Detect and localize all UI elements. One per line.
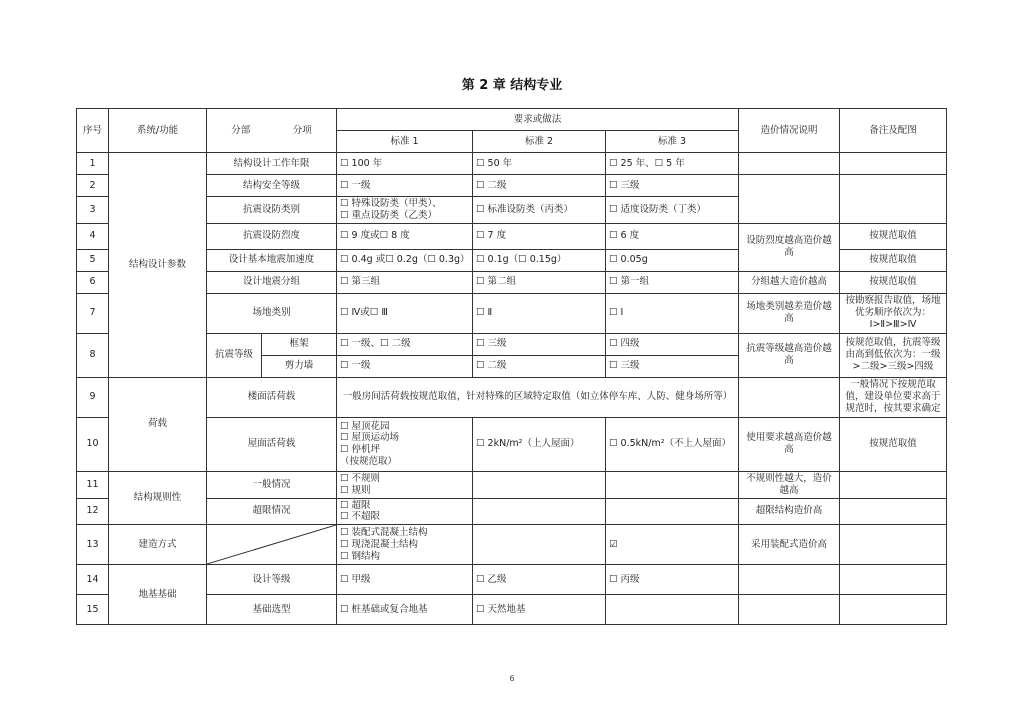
option-std2: [473, 498, 606, 525]
header-remarks: 备注及配图: [840, 109, 947, 153]
item-label: 抗震等级: [207, 333, 262, 377]
cost-note: 采用装配式造价高: [739, 525, 840, 565]
header-system: 系统/功能: [109, 109, 207, 153]
table-row: [77, 271, 947, 293]
option-std3: ☐ 丙级: [606, 565, 739, 595]
page-title: 第 2 章 结构专业: [461, 78, 563, 93]
option-std3: ☐ 第一组: [606, 271, 739, 293]
option-std2: ☐ 二级: [473, 355, 606, 377]
row-number: 2: [77, 175, 109, 197]
remark: 按规范取值: [840, 271, 947, 293]
table-row: [77, 293, 947, 333]
table-row: [77, 417, 947, 471]
option-std3: [606, 498, 739, 525]
checkbox-option: ☐ 装配式混凝土结构: [340, 526, 428, 538]
remark: 按规范取值: [840, 249, 947, 271]
checkbox-option: ☐ 屋顶运动场: [340, 432, 400, 444]
option-std2: ☐ 7 度: [473, 223, 606, 249]
option-std2: ☐ 三级: [473, 333, 606, 355]
table-row: [77, 595, 947, 625]
row-number: 5: [77, 249, 109, 271]
group-loads: 荷载: [109, 377, 207, 471]
option-std3: ☐ 0.05g: [606, 249, 739, 271]
remark: [840, 153, 947, 175]
remark: [840, 525, 947, 565]
cost-note: [739, 175, 840, 224]
header-requirements: 要求或做法: [337, 109, 739, 131]
remark: [840, 175, 947, 224]
option-std3: ☐ 适度设防类（丁类）: [606, 197, 739, 224]
remark: [840, 498, 947, 525]
option-std2: [473, 525, 606, 565]
option-std1: ☐ 甲级: [337, 565, 473, 595]
option-std3: [606, 471, 739, 498]
cost-note: [739, 595, 840, 625]
table-row: [77, 153, 947, 175]
row-number: 15: [77, 595, 109, 625]
remark: 按勘察报告取值，场地优劣顺序依次为：Ⅰ>Ⅱ>Ⅲ>Ⅳ: [840, 293, 947, 333]
header-cost: 造价情况说明: [739, 109, 840, 153]
cost-note: 分组越大造价越高: [739, 271, 840, 293]
option-std3: ☐ 6 度: [606, 223, 739, 249]
option-std2: ☐ 乙级: [473, 565, 606, 595]
option-note: （按规范取）: [340, 456, 398, 468]
remark: 按规范取值: [840, 417, 947, 471]
option-std2: ☐ 2kN/m²（上人屋面）: [473, 417, 606, 471]
option-std3-checked: ☑: [606, 525, 739, 565]
option-std1: ☐ 一级、☐ 二级: [337, 333, 473, 355]
option-std2: ☐ Ⅱ: [473, 293, 606, 333]
item-label: 一般情况: [207, 471, 337, 498]
group-regularity: 结构规则性: [109, 471, 207, 525]
row-number: 6: [77, 271, 109, 293]
header-seq: 序号: [77, 109, 109, 153]
option-std1: [337, 197, 473, 224]
item-label: 设计等级: [207, 565, 337, 595]
diagonal-line: [207, 525, 336, 564]
checkbox-option: ☐ 超限: [340, 499, 371, 511]
item-label: 楼面活荷载: [207, 377, 337, 417]
checkbox-option: ☐ 规则: [340, 484, 371, 496]
item-label: 结构安全等级: [207, 175, 337, 197]
checkbox-option: ☐ 不规则: [340, 472, 381, 484]
item-label: 基础选型: [207, 595, 337, 625]
remark: [840, 565, 947, 595]
table-row: [77, 377, 947, 417]
remark: 按规范取值: [840, 223, 947, 249]
remark: [840, 471, 947, 498]
option-std1: [337, 525, 473, 565]
item-label: 设计基本地震加速度: [207, 249, 337, 271]
item-label: 抗震设防烈度: [207, 223, 337, 249]
row-number: 10: [77, 417, 109, 471]
row-number: 11: [77, 471, 109, 498]
table-row: [77, 525, 947, 565]
header-item: 分项: [292, 124, 312, 136]
table-row: [77, 565, 947, 595]
cost-note: [739, 377, 840, 417]
sub-item-frame: 框架: [262, 333, 337, 355]
row-number: 7: [77, 293, 109, 333]
option-std1: [337, 471, 473, 498]
header-part: 分部: [231, 124, 251, 136]
option-std2: ☐ 50 年: [473, 153, 606, 175]
option-std3: ☐ Ⅰ: [606, 293, 739, 333]
item-label: 屋面活荷载: [207, 417, 337, 471]
checkbox-option: ☐ 不超限: [340, 511, 381, 523]
item-label: 场地类别: [207, 293, 337, 333]
option-std1: ☐ 9 度或☐ 8 度: [337, 223, 473, 249]
item-label: 结构设计工作年限: [207, 153, 337, 175]
option-std1: ☐ 一级: [337, 175, 473, 197]
checkbox-option: ☐ 现浇混凝土结构: [340, 538, 419, 550]
table-row: [77, 498, 947, 525]
group-construction: 建造方式: [109, 525, 207, 565]
remark: [840, 595, 947, 625]
option-std2: [473, 471, 606, 498]
cost-note: 超限结构造价高: [739, 498, 840, 525]
option-std1: ☐ 0.4g 或☐ 0.2g（☐ 0.3g）: [337, 249, 473, 271]
remark: 按规范取值，抗震等级由高到低依次为：一级>二级>三级>四级: [840, 333, 947, 377]
table-row: [77, 175, 947, 197]
sub-item-shear-wall: 剪力墙: [262, 355, 337, 377]
row-number: 12: [77, 498, 109, 525]
option-std3: ☐ 三级: [606, 355, 739, 377]
item-label: 抗震设防类别: [207, 197, 337, 224]
header-part-item: [207, 109, 337, 153]
checkbox-option: ☐ 停机坪: [340, 444, 381, 456]
checkbox-option: ☐ 特殊设防类（甲类）、: [340, 198, 442, 209]
row-number: 9: [77, 377, 109, 417]
checkbox-option: ☐ 重点设防类（乙类）: [340, 209, 438, 221]
table-row: [77, 333, 947, 355]
option-std2: ☐ 二级: [473, 175, 606, 197]
item-label: 设计地震分组: [207, 271, 337, 293]
option-std3: ☐ 0.5kN/m²（不上人屋面）: [606, 417, 739, 471]
row-number: 8: [77, 333, 109, 377]
group-foundation: 地基基础: [109, 565, 207, 625]
cost-note: 抗震等级越高造价越高: [739, 333, 840, 377]
cost-note: 不规则性越大，造价越高: [739, 471, 840, 498]
option-std3: ☐ 25 年、☐ 5 年: [606, 153, 739, 175]
row-number: 14: [77, 565, 109, 595]
option-std1: ☐ 第三组: [337, 271, 473, 293]
option-std2: ☐ 第二组: [473, 271, 606, 293]
option-std2: ☐ 天然地基: [473, 595, 606, 625]
option-std3: ☐ 四级: [606, 333, 739, 355]
option-std1: ☐ 100 年: [337, 153, 473, 175]
page-number: 6: [509, 674, 515, 683]
row-number: 1: [77, 153, 109, 175]
remark: 一般情况下按规范取值，建设单位要求高于规范时，按其要求确定: [840, 377, 947, 417]
option-std1: ☐ 一级: [337, 355, 473, 377]
option-std1: [337, 498, 473, 525]
cost-note: [739, 565, 840, 595]
row-number: 13: [77, 525, 109, 565]
cost-note: [739, 153, 840, 175]
table-row: [77, 223, 947, 249]
table-row: [77, 471, 947, 498]
checkbox-option: ☐ 钢结构: [340, 550, 381, 562]
option-std1: [337, 417, 473, 471]
option-std1: ☐ 桩基础或复合地基: [337, 595, 473, 625]
cost-note: 设防烈度越高造价越高: [739, 223, 840, 271]
checkbox-option: ☐ 屋顶花园: [340, 420, 390, 432]
cost-note: 场地类别越差造价越高: [739, 293, 840, 333]
option-std3: ☐ 三级: [606, 175, 739, 197]
option-std2: ☐ 标准设防类（丙类）: [473, 197, 606, 224]
row-number: 4: [77, 223, 109, 249]
option-std2: ☐ 0.1g（☐ 0.15g）: [473, 249, 606, 271]
header-std2: 标准 2: [473, 131, 606, 153]
header-std1: 标准 1: [337, 131, 473, 153]
option-std3: [606, 595, 739, 625]
item-label: 超限情况: [207, 498, 337, 525]
row-number: 3: [77, 197, 109, 224]
cost-note: 使用要求越高造价越高: [739, 417, 840, 471]
diagonal-blank-cell: [207, 525, 337, 565]
group-design-params: 结构设计参数: [109, 153, 207, 378]
structure-spec-table: [76, 108, 947, 625]
option-std1: ☐ Ⅳ或☐ Ⅲ: [337, 293, 473, 333]
requirement-text: 一般房间活荷载按规范取值，针对特殊的区域特定取值（如立体停车库、人防、健身场所等）: [337, 377, 739, 417]
header-std3: 标准 3: [606, 131, 739, 153]
